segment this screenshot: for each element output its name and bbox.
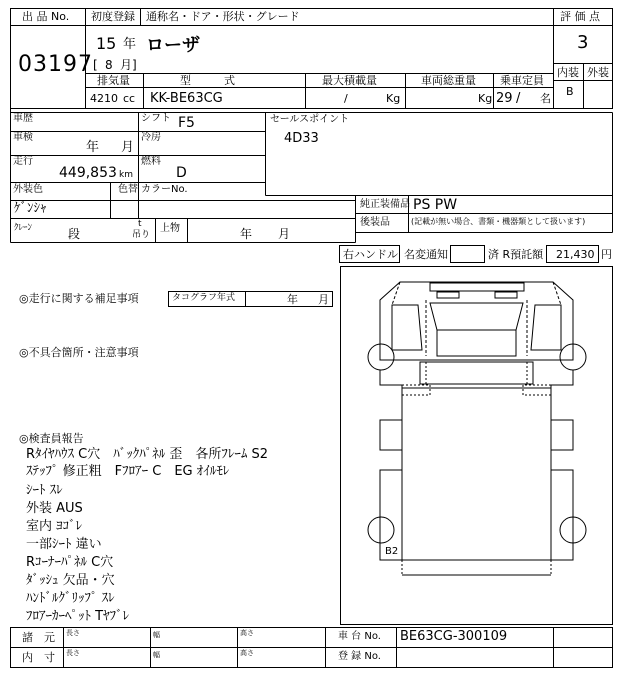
report-line: ﾀﾞｯｼｭ 欠品・穴 — [26, 573, 115, 588]
right-headlight — [495, 292, 517, 298]
first-registration-label: 初度登録 — [91, 10, 135, 23]
shift-value: F5 — [178, 115, 195, 131]
displacement-value: 4210 — [90, 92, 118, 105]
capacity-unit: 名 — [540, 92, 551, 105]
inner-height-label: 高さ — [240, 649, 254, 657]
max-load-unit: Kg — [386, 92, 401, 105]
equipment-label: 純正装備品 — [360, 199, 410, 210]
report-line: 外装 AUS — [26, 501, 83, 516]
capacity-slash: / — [516, 91, 521, 106]
inspection-label: 車検 — [13, 132, 33, 143]
inspection-year-unit: 年 — [86, 140, 100, 155]
max-load-label: 最大積載量 — [322, 74, 377, 87]
model-code: KK-BE63CG — [150, 91, 223, 106]
gross-weight-label: 車両総重量 — [421, 74, 476, 87]
report-line: ｽﾃｯﾌﾟ 修正粗 Fﾌﾛｱｰ C EG ｵｲﾙﾓﾚ — [26, 464, 230, 479]
lot-number: 03197 — [18, 52, 93, 77]
retrofit-label: 後装品 — [360, 217, 390, 228]
score-label: 評 価 点 — [560, 10, 600, 23]
mileage-unit: km — [119, 170, 133, 180]
displacement-unit: cc — [123, 92, 136, 105]
capacity-label: 乗車定員 — [500, 74, 544, 87]
sales-point-label: セールスポイント — [270, 114, 350, 125]
history-label: 車歴 — [13, 113, 33, 124]
equipment-value: PS PW — [413, 197, 458, 213]
name-change-notice-label: 名変通知 — [404, 248, 448, 261]
report-line: 室内 ﾖｺﾞﾚ — [26, 519, 83, 534]
color-code-label: カラーNo. — [141, 184, 188, 195]
model-code-label: 型 式 — [180, 74, 235, 87]
registration-year: 15 — [96, 34, 117, 53]
front-grille — [430, 283, 524, 291]
registration-month-open: [ — [93, 58, 98, 72]
front-outline — [380, 282, 573, 360]
inner-width-label: 幅 — [153, 651, 160, 659]
color-change-label: 色替 — [118, 184, 138, 195]
exterior-color-label: 外装色 — [13, 184, 43, 195]
report-line: Rｺｰﾅｰﾊﾟﾈﾙ C穴 — [26, 555, 114, 570]
left-headlight — [437, 292, 459, 298]
registration-month-unit: 月] — [120, 58, 137, 72]
mileage-label: 走行 — [13, 156, 33, 167]
report-line: ｼｰﾄ ｽﾚ — [26, 483, 63, 498]
report-line: ﾌﾛｱｰｶｰﾍﾟｯﾄ Tﾔﾌﾞﾚ — [26, 609, 130, 624]
defects-label: ◎不具合箇所・注意事項 — [19, 346, 139, 359]
recycle-deposit-amount: 21,430 — [556, 248, 595, 261]
chassis-number: BE63CG-300109 — [400, 629, 508, 644]
registration-month: 8 — [105, 58, 113, 72]
registration-year-unit: 年 — [123, 37, 137, 52]
fuel-label: 燃料 — [141, 156, 161, 167]
shift-label: シフト — [141, 113, 171, 124]
upper-body-month-unit: 月 — [278, 227, 291, 241]
crane-stage-unit: 段 — [68, 227, 81, 241]
gross-weight-unit: Kg — [478, 92, 493, 105]
crane-label: ｸﾚｰﾝ — [14, 223, 33, 233]
fuel-value: D — [176, 165, 187, 181]
driving-notes-label: ◎走行に関する補足事項 — [19, 292, 139, 305]
capacity-value: 29 — [496, 91, 513, 106]
sales-point-value: 4D33 — [284, 131, 319, 146]
lot-number-label: 出 品 No. — [22, 10, 70, 23]
retrofit-note: (記載が無い場合、書類・機器類として扱います) — [411, 217, 586, 226]
interior-grade: B — [566, 85, 574, 98]
report-line: ﾊﾝﾄﾞﾙｸﾞﾘｯﾌﾟ ｽﾚ — [26, 591, 115, 606]
inner-length-label: 長さ — [66, 649, 80, 657]
report-line: Rﾀｲﾔﾊｳｽ C穴 ﾊﾞｯｸﾊﾟﾈﾙ 歪 各所ﾌﾚｰﾑ S2 — [26, 447, 269, 462]
tachograph-year-unit: 年 — [287, 293, 298, 306]
chassis-number-label: 車 台 No. — [338, 631, 381, 642]
left-front-wheel — [368, 344, 394, 370]
yen-unit: 円 — [601, 248, 612, 261]
specs-width-label: 幅 — [153, 631, 160, 639]
body-inner-lines — [402, 385, 551, 560]
mileage-value: 449,853 — [59, 165, 117, 181]
crane-hang-label: 吊り — [132, 230, 151, 240]
windshield — [430, 303, 523, 330]
damage-mark-b2: B2 — [385, 546, 399, 557]
left-front-door — [392, 305, 422, 350]
inspection-month-unit: 月 — [121, 140, 135, 155]
exterior-color-value: ｹﾞﾝｼｬ — [14, 201, 47, 216]
specs-height-label: 高さ — [240, 629, 254, 637]
interior-grade-label: 内装 — [557, 66, 579, 79]
specs-dimensions-label: 諸 元 — [22, 631, 55, 644]
score-value: 3 — [577, 32, 589, 53]
max-load-slash: / — [344, 92, 348, 105]
specs-length-label: 長さ — [66, 629, 80, 637]
tachograph-label: タコグラフ年式 — [172, 293, 236, 303]
right-front-door — [531, 305, 561, 350]
left-body-side — [380, 370, 402, 520]
car-name: ローザ — [146, 35, 200, 56]
model-grade-label: 通称名・ドア・形状・グレード — [146, 10, 300, 23]
displacement-label: 排気量 — [97, 74, 130, 87]
right-hand-drive-label: 右ハンドル — [343, 248, 398, 261]
crane-ton-unit: t — [138, 219, 142, 229]
roof-front-panel — [420, 362, 533, 384]
hood — [437, 330, 516, 356]
exterior-grade-label: 外装 — [587, 66, 609, 79]
report-line: 一部ｼｰﾄ 違い — [26, 537, 102, 552]
upper-body-label: 上物 — [160, 223, 180, 234]
upper-body-year-unit: 年 — [240, 227, 253, 241]
left-rear-wheel — [368, 517, 394, 543]
registration-number-label: 登 録 No. — [338, 651, 381, 662]
ac-label: 冷房 — [141, 132, 161, 143]
inner-dimensions-label: 内 寸 — [22, 651, 55, 664]
tachograph-month-unit: 月 — [318, 293, 329, 306]
inspector-report-label: ◎検査員報告 — [19, 432, 84, 445]
recycle-deposit-label: 済 R預託額 — [488, 248, 544, 261]
right-body-side — [551, 370, 573, 520]
